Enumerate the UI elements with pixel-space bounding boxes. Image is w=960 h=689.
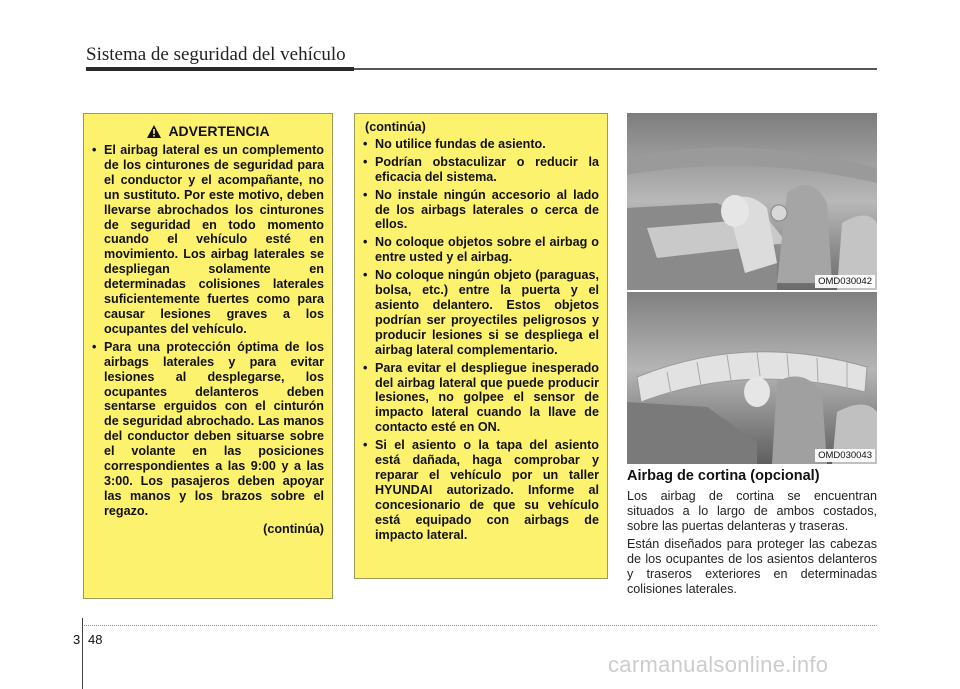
warning-list-2	[363, 137, 599, 543]
warning-list-1	[92, 143, 324, 519]
warning-box-1	[83, 113, 333, 599]
warning-item: • Para una protección óptima de los airbags laterales y para evitar lesiones al desplegarse, los ocupantes delanteros deben sentarse erguidos con el cinturón de seguridad abrochado. Las manos del conductor deben situarse sobre el volante en las posiciones correspondientes a las 9:00 y a las 3:00. Los pasajeros deben apoyar las manos y los brazos sobre el regazo.	[92, 340, 324, 519]
warning-item: • Podrían obstaculizar o reducir la eficacia del sistema.	[363, 155, 599, 185]
warning-item: • Para evitar el despliegue inesperado del airbag lateral que puede producir lesiones, no golpee el sensor de impacto lateral cuando la llave de contacto esté en ON.	[363, 361, 599, 436]
continued-label-top: (continúa)	[365, 120, 426, 134]
warning-item: • No coloque objetos sobre el airbag o entre usted y el airbag.	[363, 235, 599, 265]
body-paragraph: Están diseñados para proteger las cabezas de los ocupantes de los asientos delanteros y traseros exteriores en determinadas colisiones laterales.	[627, 537, 877, 596]
page-number-divider	[82, 618, 83, 689]
header-rule	[86, 67, 354, 71]
car-interior-illustration	[627, 113, 877, 290]
watermark: carmanualsonline.info	[608, 652, 829, 677]
warning-heading-text: ADVERTENCIA	[168, 123, 270, 140]
continued-label: (continúa)	[263, 521, 324, 536]
page-number: 48	[88, 632, 103, 647]
curtain-airbag-illustration	[627, 292, 877, 464]
photo-code: OMD030043	[815, 449, 875, 462]
interior-photo-side-airbag	[627, 113, 877, 290]
warning-item: • No coloque ningún objeto (paraguas, bolsa, etc.) entre la puerta y el asiento delantero. Estos objetos podrían ser proyectiles peligrosos y producir lesiones si se despliega el airbag lateral complementario.	[363, 268, 599, 357]
warning-box-2	[354, 113, 608, 579]
body-paragraph: Los airbag de cortina se encuentran situados a lo largo de ambos costados, sobre las puertas delanteras y traseras.	[627, 489, 877, 533]
header-rule-thin	[354, 68, 877, 70]
warning-item: • No utilice fundas de asiento.	[363, 137, 599, 152]
warning-item: • El airbag lateral es un complemento de los cinturones de seguridad para el conductor y el acompañante, no un sustituto. Por este motivo, deben llevarse abrochados los cinturones de seguridad en todo momento cuando el vehículo esté en movimiento. Los airbag laterales se despliegan solamente en determinadas colisiones laterales suficientemente fuertes como para causar lesiones graves a los ocupantes del vehículo.	[92, 143, 324, 337]
warning-heading	[92, 124, 324, 139]
warning-item: • No instale ningún accesorio al lado de los airbags laterales o cerca de ellos.	[363, 188, 599, 233]
footer-rule	[84, 625, 877, 626]
photo-code: OMD030042	[815, 275, 875, 288]
page-header-title: Sistema de seguridad del vehículo	[86, 44, 346, 65]
chapter-number: 3	[73, 632, 81, 647]
warning-item: • Si el asiento o la tapa del asiento está dañada, haga comprobar y reparar el vehículo por un taller HYUNDAI autorizado. Informe al concesionario de que su vehículo está equipado con airbags de impacto lateral.	[363, 438, 599, 542]
warning-triangle-icon	[146, 124, 162, 139]
section-heading: Airbag de cortina (opcional)	[627, 468, 820, 484]
interior-photo-curtain-airbag	[627, 292, 877, 464]
